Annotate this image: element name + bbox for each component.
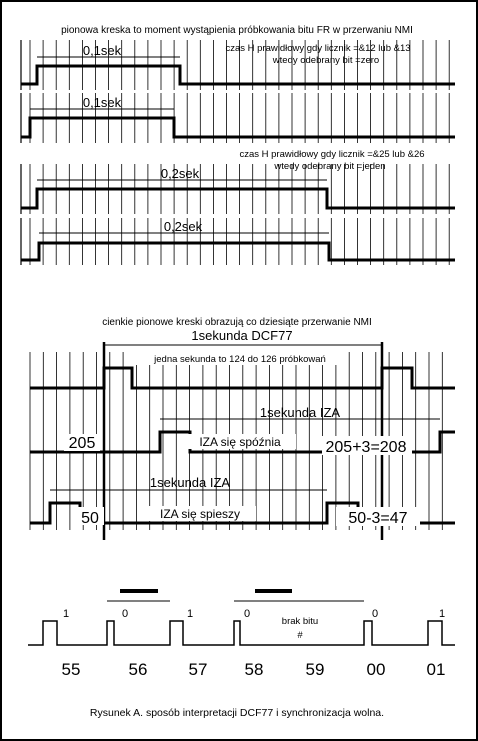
iza-late-label: IZA się spóźnia — [199, 435, 281, 449]
bit-value: 0 — [243, 608, 251, 620]
bit-value: 1 — [186, 608, 194, 620]
label-01sek-a: 0,1sek — [82, 43, 122, 58]
bit-value: 0 — [121, 608, 129, 620]
second-number: 57 — [188, 660, 208, 679]
bit-value-labels — [63, 608, 445, 620]
label-01sek-b: 0,1sek — [82, 95, 122, 110]
second-number: 00 — [366, 660, 386, 679]
waveform-zero-a — [21, 66, 455, 84]
waveform-zero-b — [21, 118, 455, 137]
second-number: 58 — [244, 660, 264, 679]
note-one-line2: wtedy odebrany bit =jeden — [274, 161, 386, 172]
count-50: 50 — [81, 510, 99, 527]
bottom-bit-waveform — [28, 621, 455, 645]
dcf-second-label: 1sekunda DCF77 — [191, 328, 293, 343]
count-205-sum: 205+3=208 — [325, 439, 407, 456]
waveform-one-b — [21, 243, 455, 260]
bit-value: 1 — [62, 608, 70, 620]
top-header: pionowa kreska to moment wystąpienia próbkowania bitu FR w przerwaniu NMI — [61, 25, 413, 36]
note-zero-line1: czas H prawidłowy gdy licznik =&12 lub &13 — [225, 43, 411, 54]
bit-zero-bar-b — [255, 589, 292, 593]
count-205: 205 — [68, 435, 96, 452]
label-02sek-a: 0,2sek — [160, 166, 200, 181]
second-number: 59 — [305, 660, 325, 679]
figure-caption: Rysunek A. sposób interpretacji DCF77 i synchronizacja wolna. — [89, 707, 385, 719]
count-50-diff: 50-3=47 — [348, 510, 408, 527]
middle-header: cienkie pionowe kreski obrazują co dziesiąte przerwanie NMI — [102, 317, 372, 328]
bit-zero-bar-a — [120, 589, 158, 593]
note-zero-line2: wtedy odebrany bit =zero — [272, 55, 380, 66]
iza-early-label: IZA się spieszy — [159, 507, 241, 521]
iza-second-label-a: 1sekunda IZA — [259, 405, 341, 420]
label-02sek-b: 0,2sek — [163, 219, 203, 234]
missing-bit-line1: brak bitu — [281, 616, 319, 627]
second-number-labels — [62, 660, 446, 679]
missing-bit-line2: # — [297, 630, 303, 641]
iza-second-label-b: 1sekunda IZA — [149, 475, 231, 490]
outer-frame — [1, 1, 477, 740]
dcf-samples-note: jedna sekunda to 124 do 126 próbkowań — [154, 354, 326, 365]
second-number: 56 — [128, 660, 148, 679]
second-number: 55 — [61, 660, 81, 679]
bit-value: 1 — [438, 608, 446, 620]
waveform-one-a — [21, 189, 455, 208]
note-one-line1: czas H prawidłowy gdy licznik =&25 lub &26 — [239, 149, 425, 160]
second-number: 01 — [426, 660, 446, 679]
bit-value: 0 — [371, 608, 379, 620]
